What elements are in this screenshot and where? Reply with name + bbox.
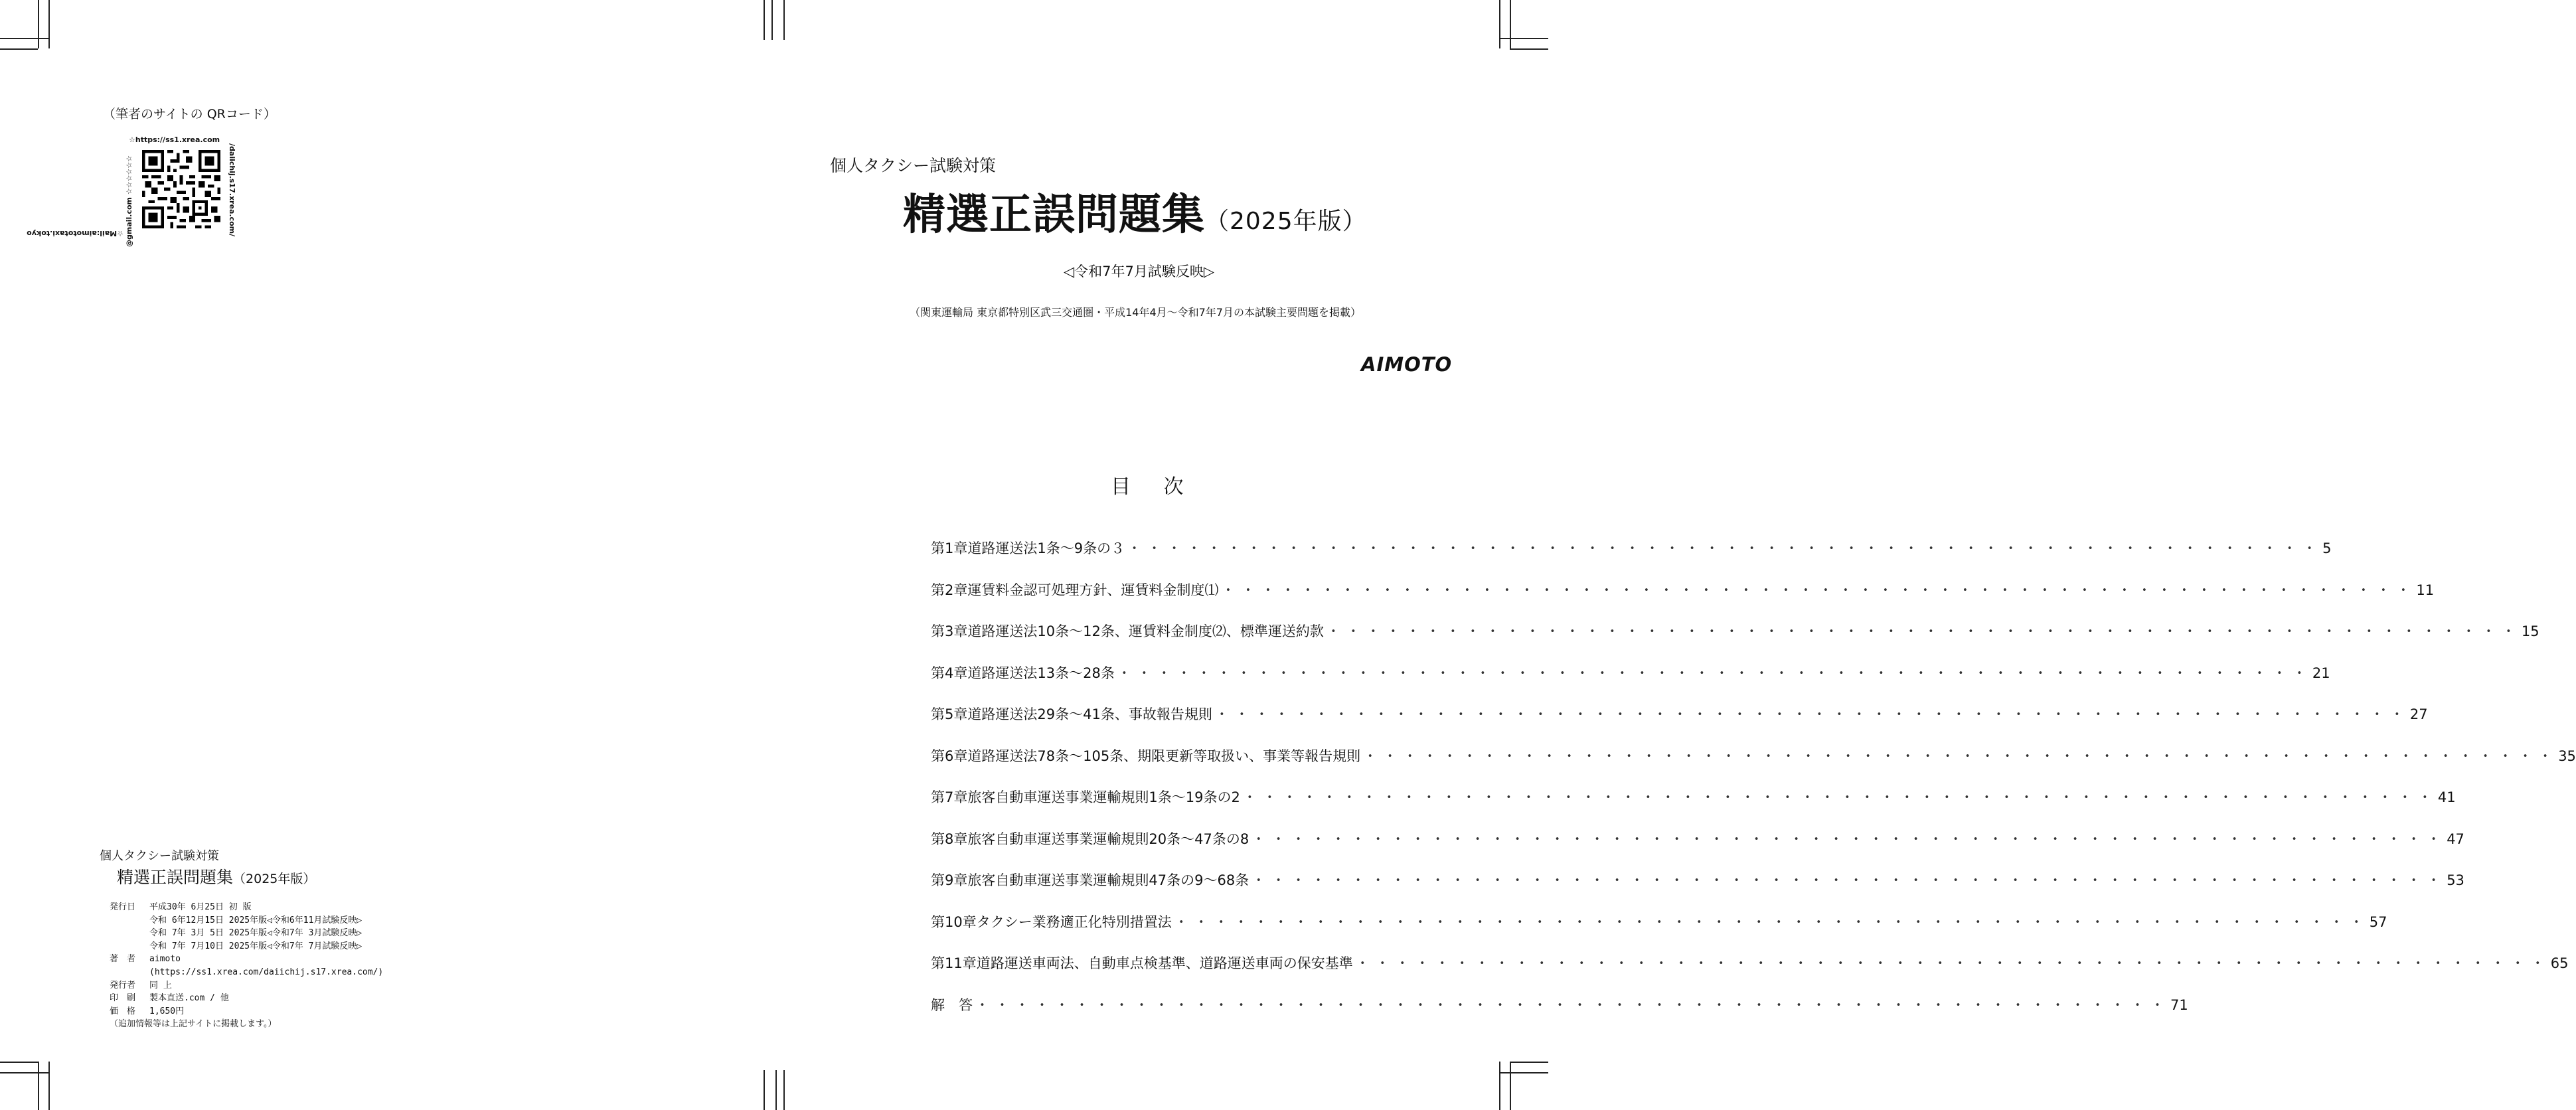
crop-mark: [1510, 48, 1548, 50]
crop-mark: [0, 38, 48, 39]
toc-entry[interactable]: [931, 953, 2569, 973]
toc-leader-dots: ・・・・・・・・・・・・・・・・・・・・・・・・・・・・・・・・・・・・・・・・・・・・・・・・・・・・・・・・・・・・: [1363, 748, 2559, 764]
toc-chapter-number: 第11章: [931, 955, 977, 971]
toc-chapter-title: 道路運送法29条～41条、事故報告規則: [967, 706, 1212, 722]
toc-entry[interactable]: [931, 746, 2576, 765]
colophon-label: [110, 927, 149, 940]
crop-mark: [1499, 0, 1500, 48]
toc-leader-dots: ・・・・・・・・・・・・・・・・・・・・・・・・・・・・・・・・・・・・・・・・・・・・・・・・・・・・・・・・・・・・: [1221, 582, 2417, 598]
colophon-row: [110, 966, 383, 979]
crop-mark: [783, 0, 785, 40]
toc-page-number: 41: [2437, 789, 2456, 805]
toc-chapter-title: 運賃料金認可処理方針、運賃料金制度⑴: [967, 582, 1219, 598]
colophon-subtitle: 個人タクシー試験対策: [100, 849, 219, 863]
crop-mark: [1510, 1062, 1548, 1063]
crop-mark: [1499, 1062, 1500, 1110]
colophon-row: [110, 914, 383, 927]
toc-entry[interactable]: [931, 580, 2435, 599]
toc-chapter-title: 道路運送法13条～28条: [967, 665, 1115, 681]
qr-code-icon[interactable]: [142, 150, 220, 228]
toc-leader-dots: ・・・・・・・・・・・・・・・・・・・・・・・・・・・・・・・・・・・・・・・・・・・・・・・・・・・・・・・・・・・・: [1127, 540, 2323, 556]
colophon-label: [110, 966, 149, 979]
toc-leader-dots: ・・・・・・・・・・・・・・・・・・・・・・・・・・・・・・・・・・・・・・・・・・・・・・・・・・・・・・・・・・・・: [1355, 955, 2551, 971]
toc-chapter-title: 旅客自動車運送事業運輸規則20条～47条の8: [967, 831, 1249, 847]
crop-mark: [1510, 1062, 1511, 1110]
toc-page-number: 15: [2521, 623, 2539, 639]
toc-chapter-number: 第8章: [931, 831, 968, 847]
crop-mark: [771, 0, 773, 40]
colophon-value: 同 上: [149, 980, 172, 991]
toc-chapter-title: タクシー業務適正化特別措置法: [976, 913, 1172, 930]
toc-leader-dots: ・・・・・・・・・・・・・・・・・・・・・・・・・・・・・・・・・・・・・・・・・・・・・・・・・・・・・・・・・・・・: [1117, 665, 2312, 681]
toc-chapter-number: 第2章: [931, 582, 968, 598]
crop-mark: [783, 1070, 785, 1110]
toc-chapter-number: 第9章: [931, 872, 968, 888]
colophon-label: [110, 914, 149, 927]
colophon-note: （追加情報等は上記サイトに掲載します。）: [110, 1019, 277, 1030]
crop-mark: [764, 1070, 765, 1110]
book-title: [903, 181, 1367, 242]
colophon-value[interactable]: (https://ss1.xrea.com/daiichij.s17.xrea.com/): [149, 967, 384, 977]
toc-chapter-number: 第5章: [931, 706, 968, 722]
toc-entry[interactable]: [931, 787, 2456, 807]
toc-chapter-number: 第6章: [931, 748, 968, 764]
toc-entry[interactable]: [931, 912, 2387, 931]
toc-chapter-number: 解 答: [931, 996, 973, 1013]
toc-leader-dots: ・・・・・・・・・・・・・・・・・・・・・・・・・・・・・・・・・・・・・・・・・・・・・・・・・・・・・・・・・・・・: [1174, 913, 2370, 930]
toc-page-number: 11: [2416, 582, 2435, 598]
colophon-label: 印 刷: [110, 993, 136, 1004]
colophon-row: [110, 979, 383, 992]
crop-mark: [764, 0, 765, 40]
book-edition: （2025年版）: [1205, 208, 1367, 235]
colophon-value: 製本直送.com / 他: [149, 993, 229, 1004]
colophon-row: [110, 901, 383, 914]
toc-leader-dots: ・・・・・・・・・・・・・・・・・・・・・・・・・・・・・・・・・・・・・・・・・・・・・・・・・・・・・・・・・・・・: [975, 996, 2170, 1013]
colophon-label: 発行者: [110, 980, 136, 991]
toc-chapter-number: 第10章: [931, 913, 977, 930]
crop-mark: [775, 1070, 777, 1110]
colophon-label: 価 格: [110, 1006, 136, 1016]
qr-border-text-bottom: ☆Mail:aimototaxi.tokyo: [27, 229, 123, 238]
toc-chapter-title: 道路運送車両法、自動車点検基準、道路運送車両の保安基準: [976, 955, 1353, 971]
colophon-row: [110, 1005, 383, 1018]
colophon-row: [110, 953, 383, 966]
toc-page-number: 53: [2447, 872, 2464, 888]
toc-chapter-title: 道路運送法10条～12条、運賃料金制度⑵、標準運送約款: [967, 623, 1324, 639]
toc-page-number: 65: [2550, 955, 2569, 971]
qr-caption: （筆者のサイトの QRコード）: [103, 107, 276, 121]
colophon-value: aimoto: [149, 954, 181, 965]
colophon-title-text: 精選正誤問題集: [117, 868, 234, 887]
book-title-text: 精選正誤問題集: [903, 190, 1205, 240]
colophon-value: 令和 7年 3月 5日 2025年版◁令和7年 3月試験反映▷: [149, 928, 362, 939]
toc-heading: 目 次: [1111, 475, 1197, 499]
toc-entry[interactable]: [931, 621, 2539, 641]
toc-chapter-number: 第4章: [931, 665, 968, 681]
colophon-value: 平成30年 6月25日 初 版: [149, 902, 252, 912]
crop-mark: [0, 48, 38, 50]
toc-page-number: 47: [2447, 831, 2464, 847]
colophon-value: 1,650円: [149, 1006, 185, 1016]
toc-page-number: 57: [2369, 913, 2387, 930]
colophon-label: [110, 940, 149, 953]
scope-note: （関東運輸局 東京都特別区武三交通圏・平成14年4月～令和7年7月の本試験主要問題を掲載）: [910, 306, 1361, 319]
toc-page-number: 35: [2558, 748, 2576, 764]
crop-mark: [48, 0, 50, 48]
toc-entry[interactable]: [931, 538, 2332, 558]
colophon-row: [110, 927, 383, 940]
crop-mark: [1499, 38, 1548, 39]
toc-leader-dots: ・・・・・・・・・・・・・・・・・・・・・・・・・・・・・・・・・・・・・・・・・・・・・・・・・・・・・・・・・・・・: [1251, 831, 2447, 847]
toc-chapter-title: 旅客自動車運送事業運輸規則1条～19条の2: [967, 789, 1240, 805]
colophon-table: [110, 901, 383, 1031]
exam-reflect-note: ◁令和7年7月試験反映▷: [1064, 264, 1215, 279]
qr-border-text-top: ☆https://ss1.xrea.com: [129, 135, 220, 144]
crop-mark: [1510, 0, 1511, 48]
colophon-label: 発行日: [110, 902, 136, 912]
toc-leader-dots: ・・・・・・・・・・・・・・・・・・・・・・・・・・・・・・・・・・・・・・・・・・・・・・・・・・・・・・・・・・・・: [1214, 706, 2410, 722]
toc-entry[interactable]: [931, 829, 2464, 848]
toc-leader-dots: ・・・・・・・・・・・・・・・・・・・・・・・・・・・・・・・・・・・・・・・・・・・・・・・・・・・・・・・・・・・・: [1251, 872, 2447, 888]
colophon-label: 著 者: [110, 954, 136, 965]
crop-mark: [48, 1062, 50, 1110]
colophon-edition: （2025年版）: [233, 872, 316, 886]
colophon-value: 令和 6年12月15日 2025年版◁令和6年11月試験反映▷: [149, 915, 362, 925]
colophon-value: 令和 7年 7月10日 2025年版◁令和7年 7月試験反映▷: [149, 941, 362, 951]
qr-border-text-left: @gmail.com ☆☆☆☆☆☆: [125, 155, 133, 247]
toc-page-number: 27: [2409, 706, 2428, 722]
toc-page-number: 71: [2170, 996, 2188, 1013]
toc-leader-dots: ・・・・・・・・・・・・・・・・・・・・・・・・・・・・・・・・・・・・・・・・・・・・・・・・・・・・・・・・・・・・: [1242, 789, 2438, 805]
toc-page-number: 21: [2312, 665, 2330, 681]
series-title: 個人タクシー試験対策: [830, 156, 997, 175]
colophon-row: [110, 992, 383, 1005]
qr-border-text-right: /daiichij.s17.xrea.com/: [228, 143, 236, 237]
toc-entry[interactable]: [931, 704, 2428, 724]
crop-mark: [0, 1072, 48, 1073]
crop-mark: [0, 1062, 38, 1063]
toc-entry[interactable]: [931, 994, 2188, 1014]
crop-mark: [1499, 1072, 1548, 1073]
crop-mark: [38, 1062, 39, 1110]
toc-chapter-title: 道路運送法1条～9条の３: [967, 540, 1125, 556]
toc-entry[interactable]: [931, 870, 2464, 890]
toc-leader-dots: ・・・・・・・・・・・・・・・・・・・・・・・・・・・・・・・・・・・・・・・・・・・・・・・・・・・・・・・・・・・・: [1326, 623, 2522, 639]
toc-chapter-number: 第3章: [931, 623, 968, 639]
colophon-row: [110, 940, 383, 953]
toc-page-number: 5: [2322, 540, 2332, 556]
toc-chapter-number: 第7章: [931, 789, 968, 805]
crop-mark: [38, 0, 39, 48]
author-brand: AIMOTO: [1361, 353, 1453, 376]
colophon-title: [117, 864, 315, 888]
colophon-row: [110, 1018, 383, 1031]
toc-chapter-title: 旅客自動車運送事業運輸規則47条の9～68条: [967, 872, 1249, 888]
toc-chapter-title: 道路運送法78条～105条、期限更新等取扱い、事業等報告規則: [967, 748, 1361, 764]
toc-entry[interactable]: [931, 663, 2330, 682]
toc-chapter-number: 第1章: [931, 540, 968, 556]
